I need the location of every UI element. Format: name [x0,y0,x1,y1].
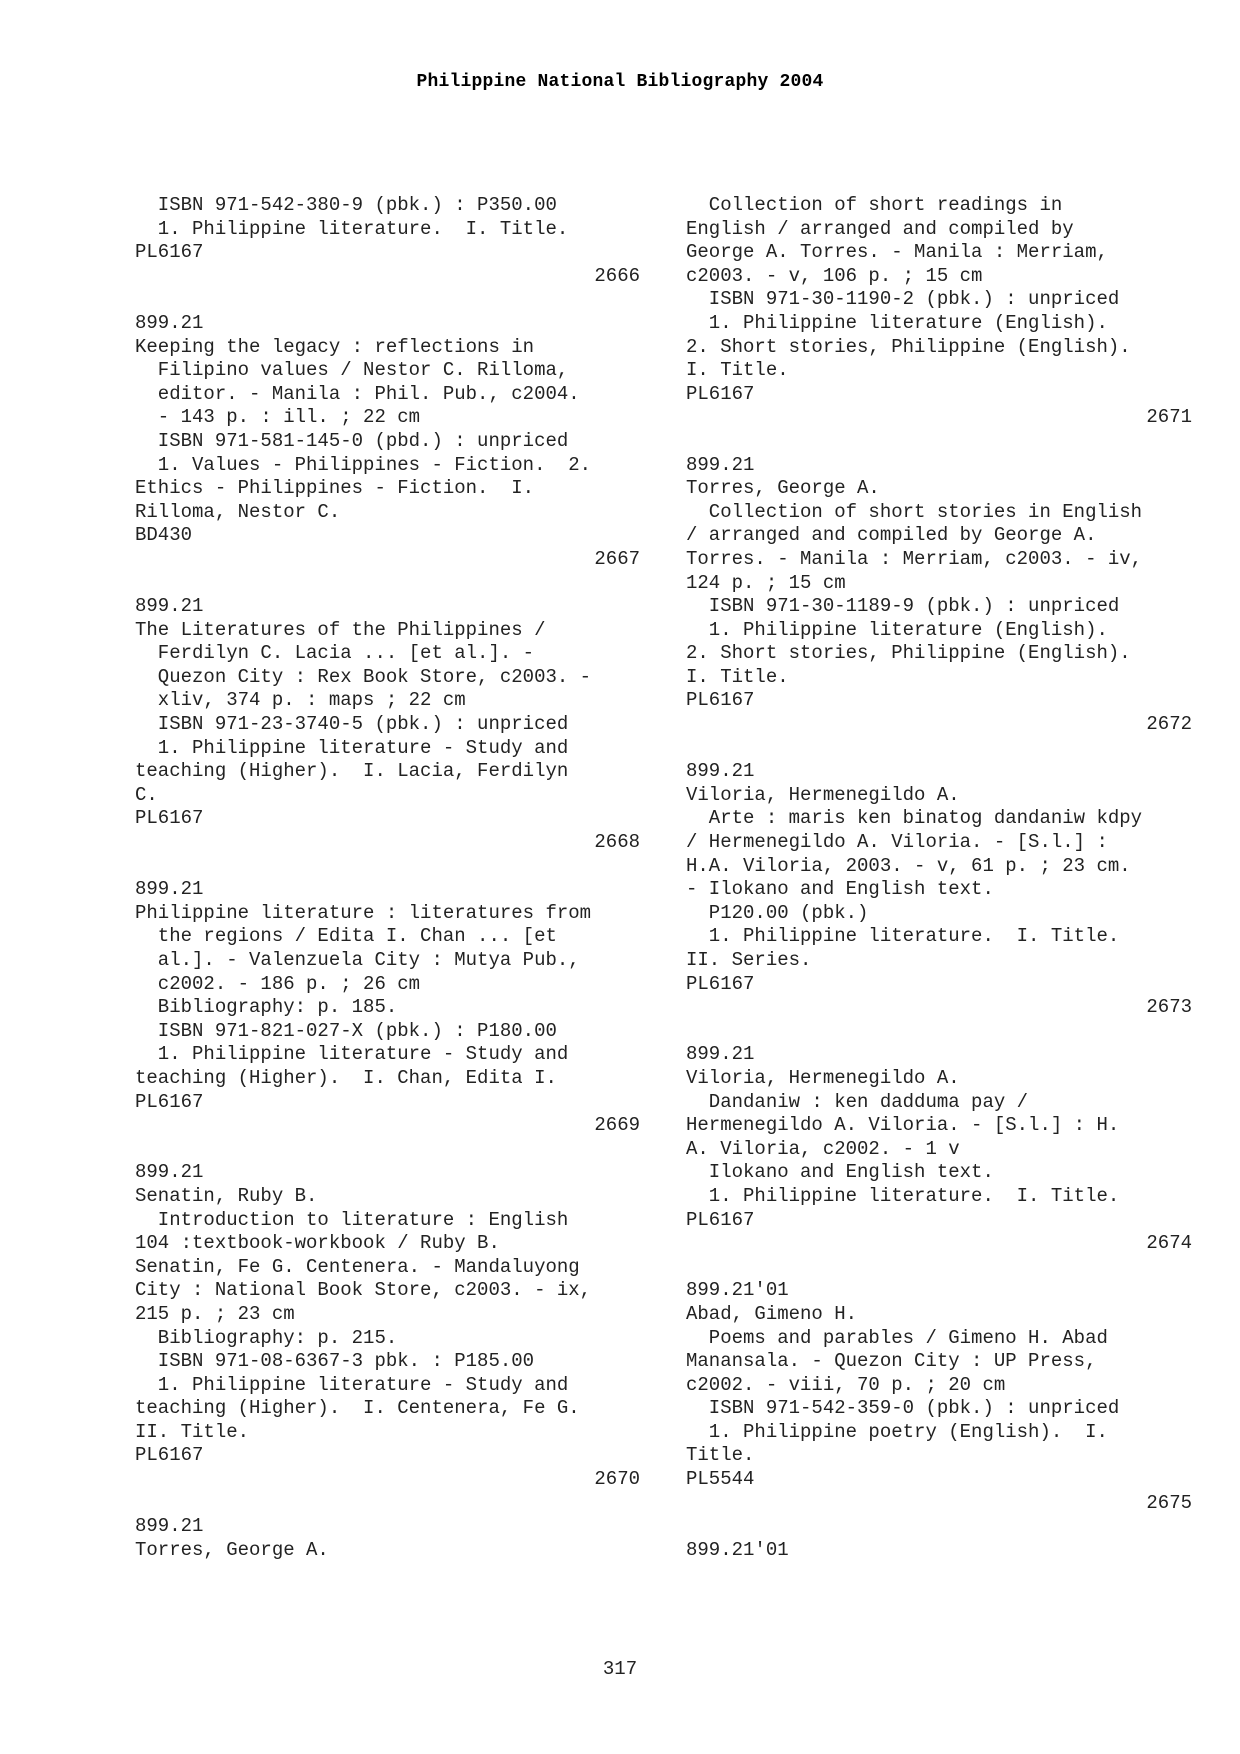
entry-line: 1. Philippine literature - Study and [135,1373,569,1396]
entry-line: 1. Philippine literature. I. Title. [686,1184,1120,1207]
entry-number: 2673 [1146,996,1192,1019]
entry-number: 2675 [1146,1491,1192,1514]
entry-line: I. Title. [686,665,789,688]
entry-line: Filipino values / Nestor C. Rilloma, [135,359,569,382]
entry-line: editor. - Manila : Phil. Pub., c2004. [135,382,580,405]
bibliography-entry [686,1539,1192,1563]
entry-line: Torres, George A. [686,477,880,500]
entry-number: 2669 [594,1114,640,1137]
left-column [135,194,640,1562]
entry-line: Title. [686,1444,755,1467]
entry-spacer [686,737,1192,761]
entry-line: Quezon City : Rex Book Store, c2003. - [135,665,592,688]
entry-line: Bibliography: p. 185. [135,996,398,1019]
entry-number: 2667 [594,547,640,570]
entry-line: PL6167 [135,241,204,264]
entry-line: C. [135,783,158,806]
entry-line: Arte : maris ken binatog dandaniw kdpy [686,807,1143,830]
entry-line: PL6167 [686,972,755,995]
entry-line: Keeping the legacy : reflections in [135,335,535,358]
entry-line: c2002. - 186 p. ; 26 cm [135,972,421,995]
entry-line: Dandaniw : ken dadduma pay / [686,1090,1029,1113]
bibliography-entry [135,1515,640,1562]
entry-line: Torres. - Manila : Merriam, c2003. - iv, [686,547,1143,570]
entry-spacer [686,1256,1192,1280]
bibliography-entry [135,1161,640,1491]
entry-line: 1. Philippine literature. I. Title. [686,925,1120,948]
entry-line: 2. Short stories, Philippine (English). [686,335,1131,358]
entry-line: II. Title. [135,1420,250,1443]
entry-line: ISBN 971-542-359-0 (pbk.) : unpriced [686,1397,1120,1420]
entry-line: PL6167 [135,1090,204,1113]
bibliography-entry [135,878,640,1138]
entry-line: ISBN 971-08-6367-3 pbk. : P185.00 [135,1350,535,1373]
entry-line: Poems and parables / Gimeno H. Abad [686,1326,1108,1349]
entry-line: Introduction to literature : English [135,1208,569,1231]
entry-line: teaching (Higher). I. Centenera, Fe G. [135,1397,580,1420]
entry-line: English / arranged and compiled by [686,217,1074,240]
entry-line: 1. Philippine poetry (English). I. [686,1420,1108,1443]
entry-line: Ferdilyn C. Lacia ... [et al.]. - [135,642,535,665]
entry-line: ISBN 971-23-3740-5 (pbk.) : unpriced [135,713,569,736]
entry-line: 899.21'01 [686,1279,789,1302]
entry-line: xliv, 374 p. : maps ; 22 cm [135,689,466,712]
entry-line: 1. Philippine literature - Study and [135,1043,569,1066]
entry-line: A. Viloria, c2002. - 1 v [686,1137,960,1160]
bibliography-entry [135,595,640,855]
bibliography-entry [686,760,1192,1020]
entry-line: H.A. Viloria, 2003. - v, 61 p. ; 23 cm. [686,854,1131,877]
entry-number: 2671 [1146,406,1192,429]
bibliography-entry [686,194,1192,430]
entry-line: ISBN 971-30-1189-9 (pbk.) : unpriced [686,595,1120,618]
bibliography-entry [135,194,640,288]
entry-line: 1. Philippine literature (English). [686,618,1108,641]
entry-line: Bibliography: p. 215. [135,1326,398,1349]
entry-line: c2003. - v, 106 p. ; 15 cm [686,264,983,287]
entry-line: 899.21 [135,311,204,334]
entry-line: Ethics - Philippines - Fiction. I. [135,477,535,500]
entry-line: 1. Philippine literature (English). [686,311,1108,334]
entry-line: 899.21 [135,1161,204,1184]
entry-line: - Ilokano and English text. [686,878,994,901]
entry-line: teaching (Higher). I. Chan, Edita I. [135,1066,557,1089]
entry-line: PL6167 [135,1444,204,1467]
entry-line: Ilokano and English text. [686,1161,994,1184]
bibliography-entry [135,312,640,572]
entry-line: Philippine literature : literatures from [135,901,592,924]
entry-line: teaching (Higher). I. Lacia, Ferdilyn [135,760,569,783]
entry-line: PL6167 [686,689,755,712]
entry-line: PL5544 [686,1468,755,1491]
page-number: 317 [602,1658,638,1680]
entry-line: 899.21 [135,878,204,901]
bibliography-entry [686,454,1192,737]
entry-line: PL6167 [135,807,204,830]
entry-line: BD430 [135,524,193,547]
entry-line: The Literatures of the Philippines / [135,618,546,641]
entry-spacer [135,1492,640,1516]
entry-line: George A. Torres. - Manila : Merriam, [686,241,1108,264]
entry-line: / Hermenegildo A. Viloria. - [S.l.] : [686,831,1108,854]
entry-line: ISBN 971-581-145-0 (pbd.) : unpriced [135,429,569,452]
entry-line: al.]. - Valenzuela City : Mutya Pub., [135,949,580,971]
entry-number: 2674 [1146,1232,1192,1255]
entry-line: ISBN 971-821-027-X (pbk.) : P180.00 [135,1019,557,1042]
entry-line: 899.21 [686,1043,755,1066]
entry-spacer [135,855,640,879]
entry-line: 1. Values - Philippines - Fiction. 2. [135,453,592,476]
entry-number: 2668 [594,831,640,854]
entry-line: PL6167 [686,382,755,405]
entry-spacer [135,288,640,312]
entry-spacer [686,430,1192,454]
entry-line: 899.21 [686,453,755,476]
entry-line: Abad, Gimeno H. [686,1302,858,1325]
bibliography-entry [686,1279,1192,1515]
entry-spacer [686,1020,1192,1044]
entry-line: Collection of short stories in English [686,500,1143,523]
right-column [686,194,1192,1562]
entry-line: I. Title. [686,359,789,382]
entry-line: 899.21 [135,1515,204,1538]
entry-line: / arranged and compiled by George A. [686,524,1097,547]
entry-line: II. Series. [686,949,812,971]
entry-line: City : National Book Store, c2003. - ix, [135,1279,592,1302]
entry-line: 899.21'01 [686,1538,789,1561]
entry-number: 2672 [1146,713,1192,736]
entry-line: P120.00 (pbk.) [686,901,869,924]
entry-line: 1. Philippine literature - Study and [135,736,569,759]
entry-line: 104 :textbook-workbook / Ruby B. [135,1232,500,1255]
entry-line: Viloria, Hermenegildo A. [686,783,960,806]
entry-line: c2002. - viii, 70 p. ; 20 cm [686,1373,1006,1396]
entry-line: ISBN 971-542-380-9 (pbk.) : P350.00 [135,194,557,216]
entry-line: 2. Short stories, Philippine (English). [686,642,1131,665]
entry-line: Rilloma, Nestor C. [135,500,341,523]
entry-line: Torres, George A. [135,1538,329,1561]
entry-line: - 143 p. : ill. ; 22 cm [135,406,421,429]
entry-line: the regions / Edita I. Chan ... [et [135,925,557,948]
entry-line: 899.21 [686,760,755,783]
entry-line: Manansala. - Quezon City : UP Press, [686,1350,1097,1373]
entry-line: Senatin, Fe G. Centenera. - Mandaluyong [135,1255,580,1278]
entry-line: Viloria, Hermenegildo A. [686,1066,960,1089]
entry-number: 2666 [594,264,640,287]
entry-line: ISBN 971-30-1190-2 (pbk.) : unpriced [686,288,1120,311]
entry-line: Hermenegildo A. Viloria. - [S.l.] : H. [686,1114,1120,1137]
entry-spacer [135,572,640,596]
bibliography-entry [686,1043,1192,1255]
entry-number: 2670 [594,1468,640,1491]
entry-line: PL6167 [686,1208,755,1231]
entry-line: 899.21 [135,595,204,618]
entry-line: 1. Philippine literature. I. Title. [135,217,569,240]
page-title: Philippine National Bibliography 2004 [416,72,824,92]
entry-line: 124 p. ; 15 cm [686,571,846,594]
entry-spacer [686,1515,1192,1539]
entry-line: 215 p. ; 23 cm [135,1302,295,1325]
entry-spacer [135,1138,640,1162]
entry-line: Senatin, Ruby B. [135,1184,318,1207]
entry-line: Collection of short readings in [686,194,1063,216]
